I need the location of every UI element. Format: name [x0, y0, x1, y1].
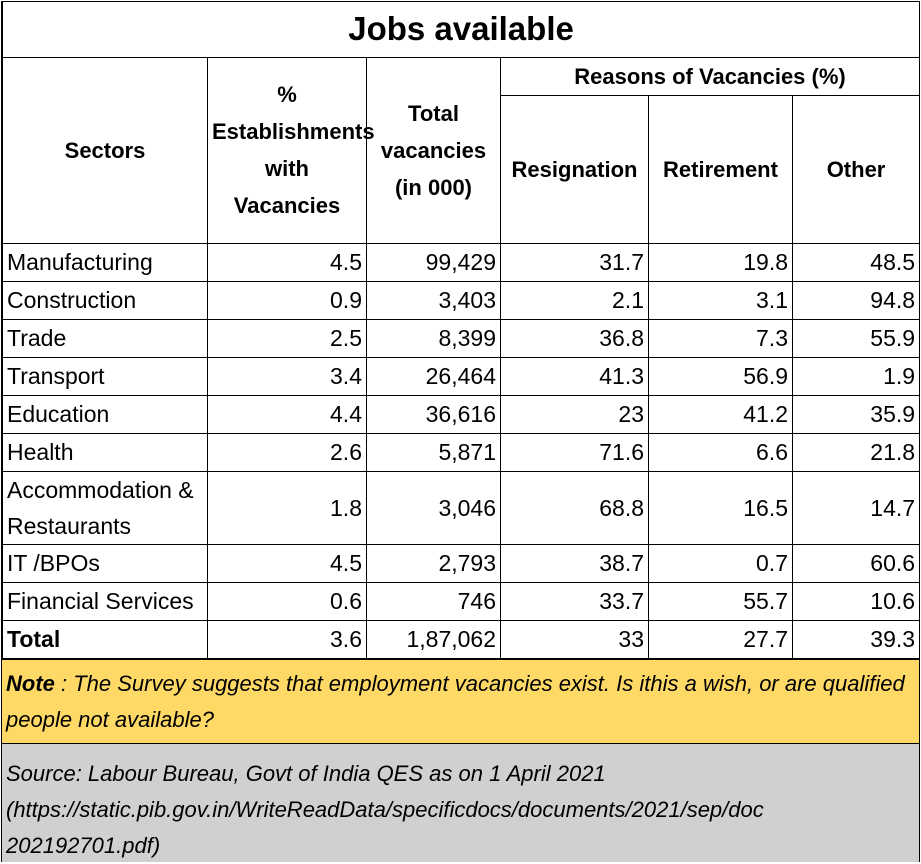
- header-other: Other: [793, 95, 920, 243]
- total-cell-establishments: 3.6: [208, 620, 367, 658]
- total-cell-sector: Total: [3, 620, 208, 658]
- note-box: [2, 659, 919, 743]
- cell-retirement: 0.7: [649, 544, 793, 582]
- cell-retirement: 7.3: [649, 319, 793, 357]
- header-sectors: Sectors: [3, 57, 208, 243]
- cell-retirement: 41.2: [649, 395, 793, 433]
- cell-resignation: 36.8: [501, 319, 649, 357]
- table-title: Jobs available: [3, 2, 920, 57]
- cell-total-vacancies: 36,616: [367, 395, 501, 433]
- cell-sector: Construction: [3, 281, 208, 319]
- total-cell-total-vacancies: 1,87,062: [367, 620, 501, 658]
- table-row: [3, 544, 920, 582]
- jobs-table-figure: [1, 1, 920, 862]
- table-row: [3, 471, 920, 544]
- source-line-3: 202192701.pdf): [6, 832, 161, 858]
- cell-retirement: 16.5: [649, 471, 793, 544]
- cell-other: 55.9: [793, 319, 920, 357]
- cell-total-vacancies: 746: [367, 582, 501, 620]
- cell-sector: Accommodation & Restaurants: [3, 471, 208, 544]
- table-row: [3, 395, 920, 433]
- cell-total-vacancies: 2,793: [367, 544, 501, 582]
- cell-total-vacancies: 3,046: [367, 471, 501, 544]
- cell-total-vacancies: 99,429: [367, 243, 501, 281]
- cell-sector: Education: [3, 395, 208, 433]
- cell-establishments: 3.4: [208, 357, 367, 395]
- cell-establishments: 2.6: [208, 433, 367, 471]
- total-row: [3, 620, 920, 658]
- cell-total-vacancies: 26,464: [367, 357, 501, 395]
- cell-establishments: 2.5: [208, 319, 367, 357]
- cell-establishments: 4.5: [208, 544, 367, 582]
- cell-establishments: 1.8: [208, 471, 367, 544]
- source-line-2: (https://static.pib.gov.in/WriteReadData/specificdocs/documents/2021/sep/doc: [6, 796, 764, 822]
- table-body: [3, 243, 920, 658]
- total-cell-retirement: 27.7: [649, 620, 793, 658]
- jobs-table: [2, 2, 920, 659]
- cell-sector: Transport: [3, 357, 208, 395]
- header-total-vacancies: Total vacancies (in 000): [367, 57, 501, 243]
- total-cell-resignation: 33: [501, 620, 649, 658]
- cell-sector: Manufacturing: [3, 243, 208, 281]
- cell-other: 48.5: [793, 243, 920, 281]
- cell-other: 35.9: [793, 395, 920, 433]
- cell-retirement: 55.7: [649, 582, 793, 620]
- table-row: [3, 357, 920, 395]
- cell-retirement: 3.1: [649, 281, 793, 319]
- cell-total-vacancies: 8,399: [367, 319, 501, 357]
- cell-establishments: 4.5: [208, 243, 367, 281]
- total-cell-other: 39.3: [793, 620, 920, 658]
- header-retirement: Retirement: [649, 95, 793, 243]
- cell-other: 1.9: [793, 357, 920, 395]
- cell-sector: Financial Services: [3, 582, 208, 620]
- cell-other: 94.8: [793, 281, 920, 319]
- note-label: Note: [6, 670, 55, 696]
- cell-resignation: 71.6: [501, 433, 649, 471]
- cell-other: 21.8: [793, 433, 920, 471]
- cell-other: 14.7: [793, 471, 920, 544]
- source-line-1: Source: Labour Bureau, Govt of India QES as on 1 April 2021: [6, 760, 606, 786]
- cell-resignation: 38.7: [501, 544, 649, 582]
- cell-resignation: 68.8: [501, 471, 649, 544]
- table-row: [3, 433, 920, 471]
- cell-total-vacancies: 5,871: [367, 433, 501, 471]
- cell-establishments: 0.6: [208, 582, 367, 620]
- cell-sector: Health: [3, 433, 208, 471]
- cell-resignation: 2.1: [501, 281, 649, 319]
- table-row: [3, 582, 920, 620]
- cell-resignation: 33.7: [501, 582, 649, 620]
- cell-other: 60.6: [793, 544, 920, 582]
- header-establishments: % Establishments with Vacancies: [208, 57, 367, 243]
- cell-establishments: 4.4: [208, 395, 367, 433]
- table-row: [3, 319, 920, 357]
- source-box: [2, 743, 919, 862]
- cell-resignation: 41.3: [501, 357, 649, 395]
- cell-sector: IT /BPOs: [3, 544, 208, 582]
- table-row: [3, 243, 920, 281]
- note-text: : The Survey suggests that employment vacancies exist. Is ithis a wish, or are qualified people not available?: [6, 670, 905, 732]
- header-resignation: Resignation: [501, 95, 649, 243]
- cell-retirement: 56.9: [649, 357, 793, 395]
- cell-sector: Trade: [3, 319, 208, 357]
- cell-retirement: 6.6: [649, 433, 793, 471]
- cell-resignation: 23: [501, 395, 649, 433]
- cell-resignation: 31.7: [501, 243, 649, 281]
- table-row: [3, 281, 920, 319]
- cell-other: 10.6: [793, 582, 920, 620]
- cell-retirement: 19.8: [649, 243, 793, 281]
- header-reasons-group: Reasons of Vacancies (%): [501, 57, 920, 95]
- cell-total-vacancies: 3,403: [367, 281, 501, 319]
- cell-establishments: 0.9: [208, 281, 367, 319]
